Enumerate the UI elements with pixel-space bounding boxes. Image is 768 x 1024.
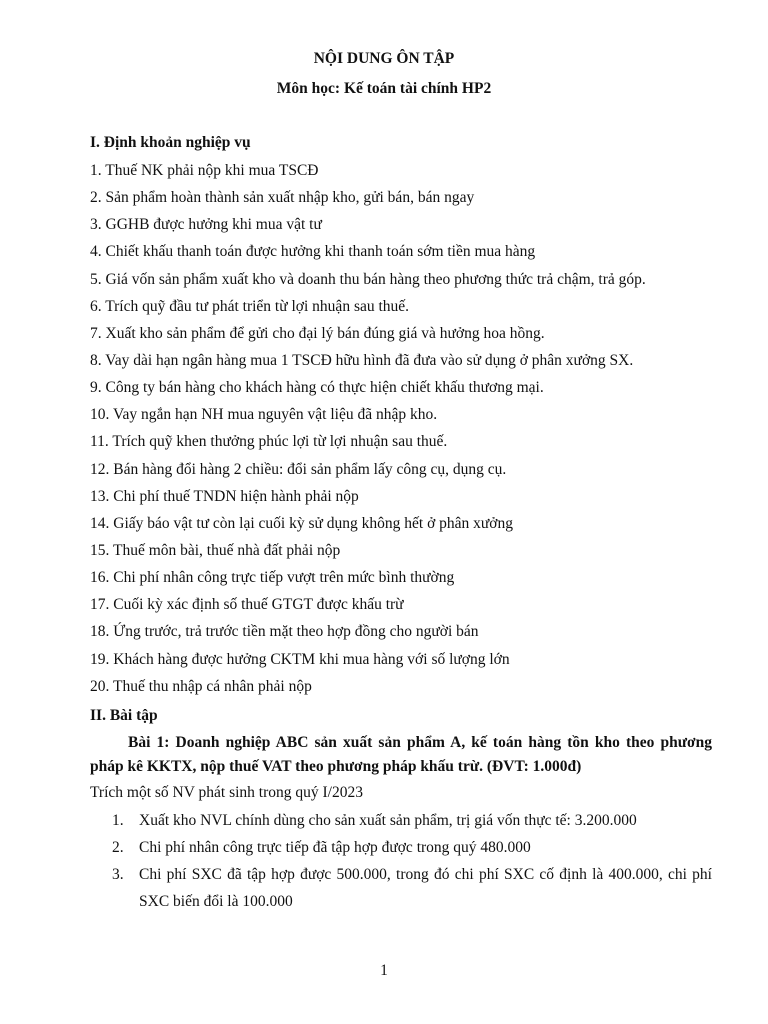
list-item-number: 3. (112, 866, 124, 883)
list-item (112, 834, 712, 861)
section-1-list (90, 161, 646, 704)
list-item: 19. Khách hàng được hưởng CKTM khi mua hàng với số lượng lớn (90, 650, 510, 668)
list-item: 9. Công ty bán hàng cho khách hàng có thực hiện chiết khấu thương mại. (90, 379, 544, 397)
list-item-number: 1. (112, 812, 124, 829)
exercise-1-statement: Bài 1: Doanh nghiệp ABC sản xuất sản phẩm A, kế toán hàng tồn kho theo phương pháp kê KKTX, nộp thuế VAT theo phương pháp khấu trừ. (ĐVT: 1.000đ) (90, 734, 712, 775)
section-2-heading: II. Bài tập (90, 707, 158, 724)
list-item: 11. Trích quỹ khen thưởng phúc lợi từ lợi nhuận sau thuế. (90, 433, 448, 451)
list-item: 10. Vay ngắn hạn NH mua nguyên vật liệu đã nhập kho. (90, 406, 438, 424)
list-item: 14. Giấy báo vật tư còn lại cuối kỳ sử dụng không hết ở phân xưởng (90, 514, 514, 532)
list-item (112, 861, 712, 915)
list-item: 6. Trích quỹ đầu tư phát triển từ lợi nhuận sau thuế. (90, 297, 410, 315)
list-item-text: Xuất kho NVL chính dùng cho sản xuất sản phẩm, trị giá vốn thực tế: 3.200.000 (139, 812, 637, 829)
list-item-number: 2. (112, 839, 124, 856)
list-item: 1. Thuế NK phải nộp khi mua TSCĐ (90, 162, 319, 179)
list-item: 5. Giá vốn sản phẩm xuất kho và doanh thu bán hàng theo phương thức trả chậm, trả góp. (90, 270, 646, 288)
list-item: 2. Sản phẩm hoàn thành sản xuất nhập kho, gửi bán, bán ngay (90, 189, 475, 207)
list-item: 17. Cuối kỳ xác định số thuế GTGT được khấu trừ (90, 596, 404, 614)
list-item: 3. GGHB được hưởng khi mua vật tư (90, 216, 322, 234)
exercise-1-intro: Trích một số NV phát sinh trong quý I/2023 (90, 784, 363, 801)
document-title: NỘI DUNG ÔN TẬP (313, 50, 455, 67)
list-item: 12. Bán hàng đổi hàng 2 chiều: đổi sản phẩm lấy công cụ, dụng cụ. (90, 460, 507, 478)
list-item: 15. Thuế môn bài, thuế nhà đất phải nộp (90, 541, 341, 559)
list-item: 8. Vay dài hạn ngân hàng mua 1 TSCĐ hữu hình đã đưa vào sử dụng ở phân xưởng SX. (90, 351, 634, 369)
page-number: 1 (380, 962, 388, 979)
list-item-text: Chi phí SXC đã tập hợp được 500.000, trong đó chi phí SXC cố định là 400.000, chi phí SXC biến đổi là 100.000 (139, 866, 712, 910)
list-item: 20. Thuế thu nhập cá nhân phải nộp (90, 677, 312, 695)
exercise-1-list (112, 807, 712, 915)
list-item-text: Chi phí nhân công trực tiếp đã tập hợp được trong quý 480.000 (139, 839, 531, 856)
document-subtitle: Môn học: Kế toán tài chính HP2 (276, 80, 492, 97)
list-item: 7. Xuất kho sản phẩm để gửi cho đại lý bán đúng giá và hưởng hoa hồng. (90, 324, 545, 342)
list-item (112, 807, 712, 834)
list-item: 18. Ứng trước, trả trước tiền mặt theo hợp đồng cho người bán (90, 623, 479, 641)
list-item: 16. Chi phí nhân công trực tiếp vượt trên mức bình thường (90, 569, 455, 587)
list-item: 4. Chiết khấu thanh toán được hưởng khi thanh toán sớm tiền mua hàng (90, 243, 536, 261)
list-item: 13. Chi phí thuế TNDN hiện hành phải nộp (90, 487, 359, 505)
section-1-heading: I. Định khoản nghiệp vụ (90, 134, 251, 151)
